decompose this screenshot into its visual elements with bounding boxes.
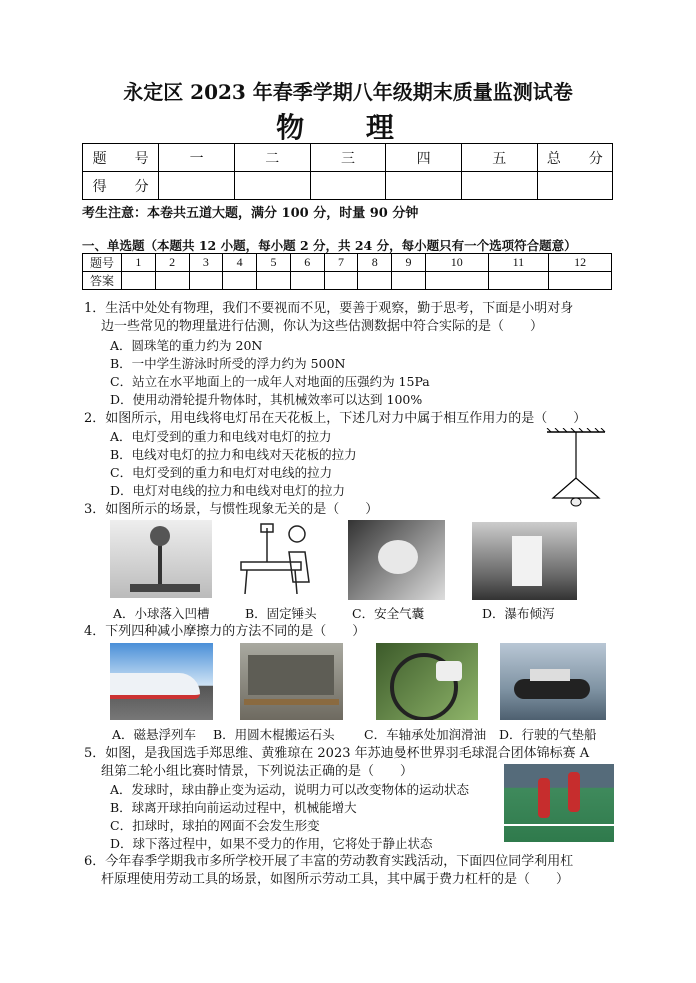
badminton-image — [504, 764, 614, 842]
question-1-line2: 边一些常见的物理量进行估测，你认为这些估测数据中符合实际的是（ ） — [101, 319, 544, 334]
question-number-cell: 12 — [549, 254, 612, 272]
question-1 — [84, 300, 573, 336]
section-heading: 一、单选题（本题共 12 小题，每小题 2 分，共 24 分，每小题只有一个选项符合题意） — [82, 238, 577, 253]
hanging-lamp-figure — [545, 428, 615, 510]
airbag-image — [348, 520, 445, 600]
q4-caption-b: B．用圆木棍搬运石头 — [213, 727, 335, 742]
question-6-line1: 6．今年春季学期我市多所学校开展了丰富的劳动教育实践活动，下面四位同学利用杠 — [84, 854, 574, 869]
answer-cell[interactable] — [392, 272, 426, 290]
score-header-cell: 四 — [386, 144, 462, 172]
answer-cell[interactable] — [358, 272, 392, 290]
answer-cell[interactable] — [549, 272, 612, 290]
q3-caption-c: C．安全气囊 — [352, 606, 425, 621]
question-number-cell: 1 — [122, 254, 156, 272]
question-number-cell: 7 — [324, 254, 358, 272]
answer-cell[interactable] — [425, 272, 488, 290]
exam-notice: 考生注意：本卷共五道大题，满分 100 分，时量 90 分钟 — [82, 206, 419, 221]
q2-option-d: D．电灯对电线的拉力和电线对电灯的拉力 — [110, 483, 346, 498]
score-cell[interactable] — [461, 172, 537, 200]
q5-option-c: C．扣球时，球拍的网面不会发生形变 — [110, 818, 320, 833]
question-number-cell: 3 — [189, 254, 223, 272]
q4-caption-a: A．磁悬浮列车 — [112, 727, 197, 742]
question-number-cell: 2 — [155, 254, 189, 272]
q5-option-d: D．球下落过程中，如果不受力的作用，它将处于静止状态 — [110, 836, 433, 851]
q4-caption-d: D．行驶的气垫船 — [499, 727, 597, 742]
question-number-cell: 4 — [223, 254, 257, 272]
question-2: 2．如图所示，用电线将电灯吊在天花板上，下述几对力中属于相互作用力的是（ ） — [84, 411, 587, 426]
score-cell[interactable] — [159, 172, 235, 200]
score-cell[interactable] — [234, 172, 310, 200]
score-header-cell: 题 号 — [83, 144, 159, 172]
question-3: 3．如图所示的场景，与惯性现象无关的是（ ） — [84, 502, 379, 517]
question-5-line2: 组第二轮小组比赛时情景，下列说法正确的是（ ） — [101, 764, 414, 779]
q3-caption-a: A．小球落入凹槽 — [113, 606, 210, 621]
question-6-line2: 杆原理使用劳动工具的场景，如图所示劳动工具，其中属于费力杠杆的是（ ） — [101, 872, 570, 887]
score-header-cell: 二 — [234, 144, 310, 172]
score-table — [82, 143, 613, 200]
answer-cell[interactable] — [324, 272, 358, 290]
question-1-line1: 1．生活中处处有物理，我们不要视而不见，要善于观察，勤于思考，下面是小明对身 — [84, 301, 574, 316]
exam-title: 永定区 2023 年春季学期八年级期末质量监测试卷 — [123, 80, 573, 104]
answer-cell[interactable] — [257, 272, 291, 290]
score-header-cell: 一 — [159, 144, 235, 172]
bike-bearing-image — [376, 643, 478, 720]
q3-caption-b: B．固定锤头 — [245, 606, 317, 621]
answer-cell[interactable] — [155, 272, 189, 290]
question-number-cell: 10 — [425, 254, 488, 272]
question-5-line1: 5．如图，是我国选手郑思维、黄雅琼在 2023 年苏迪曼杯世界羽毛球混合团体锦标赛 A — [84, 746, 590, 761]
log-rollers-image — [240, 643, 343, 720]
score-row-label: 得 分 — [83, 172, 159, 200]
score-cell[interactable] — [386, 172, 462, 200]
q4-caption-c: C．车轴承处加润滑油 — [364, 727, 487, 742]
q1-option-b: B．一中学生游泳时所受的浮力约为 500N — [110, 356, 346, 371]
q2-option-a: A．电灯受到的重力和电线对电灯的拉力 — [110, 429, 332, 444]
q5-option-b: B．球离开球拍向前运动过程中，机械能增大 — [110, 800, 357, 815]
question-number-cell: 11 — [488, 254, 549, 272]
question-number-cell: 6 — [290, 254, 324, 272]
question-6 — [84, 853, 573, 889]
q3-caption-d: D．瀑布倾泻 — [482, 606, 555, 621]
answer-cell[interactable] — [223, 272, 257, 290]
answer-cell[interactable] — [290, 272, 324, 290]
hovercraft-image — [500, 643, 606, 720]
score-header-cell: 总 分 — [537, 144, 612, 172]
answer-cell[interactable] — [488, 272, 549, 290]
question-4: 4．下列四种减小摩擦力的方法不同的是（ ） — [84, 624, 366, 639]
question-number-cell: 9 — [392, 254, 426, 272]
hammer-image — [237, 522, 325, 598]
q1-option-c: C．站立在水平地面上的一成年人对地面的压强约为 15Pa — [110, 374, 430, 389]
score-cell[interactable] — [310, 172, 386, 200]
answer-row-label: 答案 — [83, 272, 122, 290]
answer-table — [82, 253, 612, 290]
q5-option-a: A．发球时，球由静止变为运动，说明力可以改变物体的运动状态 — [110, 782, 470, 797]
score-cell[interactable] — [537, 172, 612, 200]
maglev-image — [110, 643, 213, 720]
question-number-cell: 5 — [257, 254, 291, 272]
answer-cell[interactable] — [122, 272, 156, 290]
score-header-cell: 五 — [461, 144, 537, 172]
subject-title: 物 理 — [276, 111, 420, 144]
score-header-cell: 三 — [310, 144, 386, 172]
q1-option-d: D．使用动滑轮提升物体时，其机械效率可以达到 100% — [110, 392, 423, 407]
waterfall-image — [472, 522, 577, 600]
q1-option-a: A．圆珠笔的重力约为 20N — [110, 338, 263, 353]
answer-row-label: 题号 — [83, 254, 122, 272]
q2-option-c: C．电灯受到的重力和电灯对电线的拉力 — [110, 465, 333, 480]
question-number-cell: 8 — [358, 254, 392, 272]
answer-cell[interactable] — [189, 272, 223, 290]
ball-groove-image — [110, 520, 212, 598]
q2-option-b: B．电线对电灯的拉力和电线对天花板的拉力 — [110, 447, 357, 462]
